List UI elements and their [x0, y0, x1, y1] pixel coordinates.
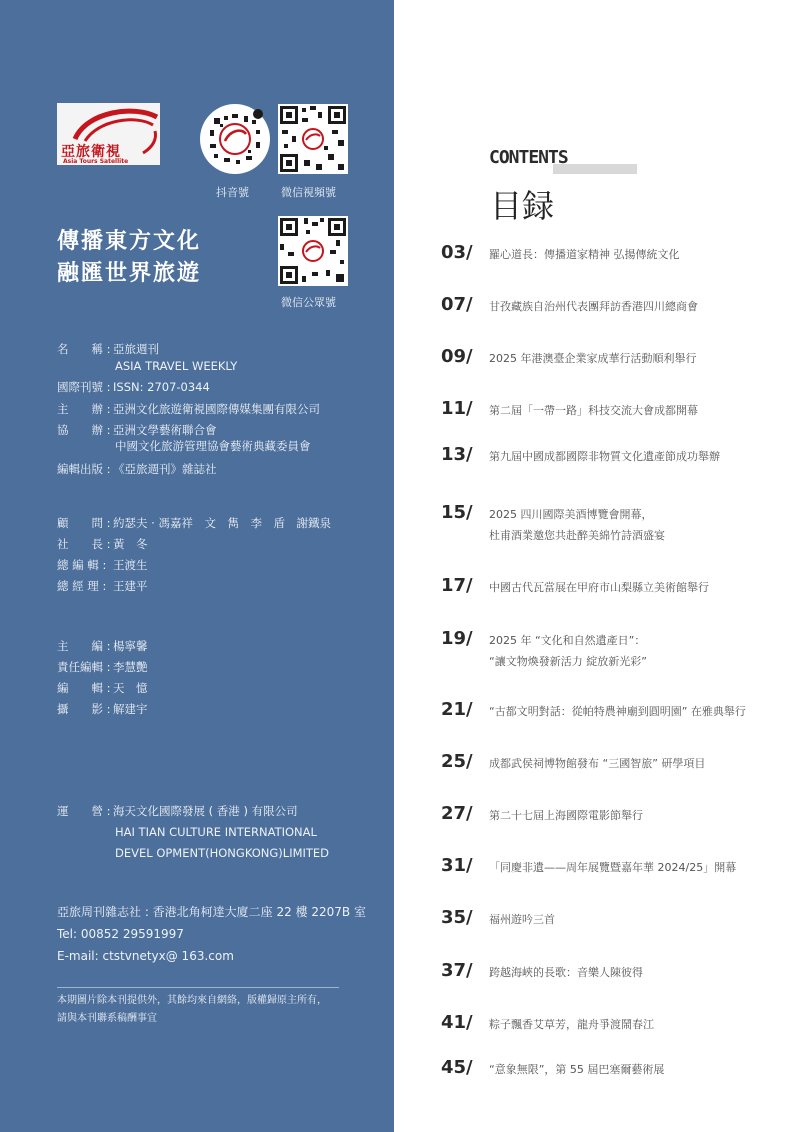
- divider-line: [57, 987, 339, 988]
- contact-email: E-mail: ctstvnetyx@ 163.com: [57, 949, 234, 963]
- brand-logo: [57, 103, 160, 165]
- toc-title: “意象無限”，第 55 屆巴塞爾藝術展: [489, 1063, 665, 1076]
- wechat-official-qr-code: [278, 216, 348, 286]
- logo-text-en: Asia Tours Satellite: [63, 158, 129, 165]
- logo-text-cn: 亞旅衛視: [61, 144, 121, 160]
- masthead-info: [57, 339, 320, 479]
- toc-title: 中國古代瓦當展在甲府市山梨縣立美術館舉行: [489, 581, 709, 594]
- toc-page-number: 19/: [441, 628, 473, 649]
- contents-title-en: CONTENTS: [489, 147, 568, 168]
- toc-title: “古都文明對話：從帕特農神廟到圓明園” 在雅典舉行: [489, 705, 746, 718]
- info-row-publisher: 編輯出版 : 《亞旅週刊》雜誌社: [57, 462, 217, 476]
- operator-en-line-2: DEVEL OPMENT(HONGKONG)LIMITED: [115, 846, 330, 860]
- toc-page-number: 13/: [441, 444, 473, 465]
- toc-page-number: 25/: [441, 751, 473, 772]
- slogan-line-2: 融匯世界旅遊: [57, 260, 202, 286]
- editor-row: 攝 影 : 解建宇: [57, 702, 148, 716]
- editor-row: 主 編 : 楊寧馨: [57, 639, 148, 653]
- operator-en-line-1: HAI TIAN CULTURE INTERNATIONAL: [115, 825, 317, 839]
- toc-title: 粽子飄香艾草芳，龍舟爭渡鬧春江: [489, 1018, 654, 1031]
- contact-phone: Tel: 00852 29591997: [57, 927, 184, 941]
- slogan-line-1: 傳播東方文化: [57, 228, 202, 254]
- editors-list: [57, 636, 148, 720]
- toc-page-number: 07/: [441, 294, 473, 315]
- masthead-panel: [0, 0, 394, 1132]
- toc-page-number: 31/: [441, 855, 473, 876]
- toc-title: 第九屆中國成都國際非物質文化遺產節成功舉辦: [489, 450, 720, 463]
- wechat-channels-caption: 微信視頻號: [281, 186, 336, 199]
- staff-row: 顧 問 : 約瑟夫 · 馮嘉祥 文 雋 李 盾 謝鐵泉: [57, 516, 331, 530]
- toc-title: 「同慶非遺——周年展覽暨嘉年華 2024/25」開幕: [489, 861, 737, 874]
- staff-list: [57, 513, 331, 597]
- toc-page-number: 15/: [441, 502, 473, 523]
- info-row-name: 名 稱 : 亞旅週刊: [57, 342, 159, 356]
- toc-page-number: 03/: [441, 242, 473, 263]
- toc-title: 第二屆「一帶一路」科技交流大會成都開幕: [489, 404, 698, 417]
- toc-page-number: 11/: [441, 398, 473, 419]
- note-line-2: 請與本刊聯系稿酬事宜: [57, 1013, 157, 1024]
- toc-page-number: 41/: [441, 1012, 473, 1033]
- contents-title-cn: 目録: [490, 187, 555, 225]
- wechat-official-caption: 微信公眾號: [281, 296, 336, 309]
- note-line-1: 本期圖片除本刊提供外，其餘均來自網絡，版權歸原主所有，: [57, 995, 327, 1006]
- info-row-cohost-2: 中國文化旅游管理協會藝術典藏委員會: [115, 439, 311, 453]
- wechat-channels-qr-code: [278, 104, 348, 174]
- staff-row: 總 經 理 : 王建平: [57, 579, 148, 593]
- toc-title: 甘孜藏族自治州代表團拜訪香港四川總商會: [489, 300, 698, 313]
- copyright-note: [57, 992, 327, 1028]
- toc-title: 福州遊吟三首: [489, 913, 555, 926]
- toc-page-number: 35/: [441, 907, 473, 928]
- editor-row: 編 輯 : 天 憶: [57, 681, 148, 695]
- toc-title: 第二十七屆上海國際電影節舉行: [489, 809, 643, 822]
- toc-title: 羅心道長：傳播道家精神 弘揚傳統文化: [489, 248, 680, 261]
- info-row-host: 主 辦 : 亞洲文化旅遊衛視國際傳媒集團有限公司: [57, 402, 320, 416]
- toc-title: 2025 年港澳臺企業家成華行活動順利舉行: [489, 352, 697, 365]
- toc-title: 2025 年 “文化和自然遺產日”： “讓文物煥發新活力 綻放新光彩”: [489, 634, 647, 668]
- toc-page-number: 17/: [441, 575, 473, 596]
- toc-page-number: 09/: [441, 346, 473, 367]
- toc-title: 2025 四川國際美酒博覽會開幕， 杜甫酒業邀您共赴醉美綿竹詩酒盛宴: [489, 508, 665, 542]
- info-row-name-en: ASIA TRAVEL WEEKLY: [115, 359, 238, 373]
- douyin-qr-code: [200, 104, 270, 174]
- operator-row: 運 營 : 海天文化國際發展 ( 香港 ) 有限公司: [57, 804, 298, 818]
- toc-page-number: 45/: [441, 1057, 473, 1078]
- info-row-issn: 國際刊號 : ISSN: 2707-0344: [57, 380, 210, 394]
- toc-page-number: 21/: [441, 699, 473, 720]
- operator-info: [57, 801, 329, 864]
- contact-address: 亞旅周刊雜志社 : 香港北角柯達大廈二座 22 樓 2207B 室: [57, 905, 366, 919]
- contact-info: [57, 901, 366, 967]
- toc-page-number: 27/: [441, 803, 473, 824]
- info-row-cohost: 協 辦 : 亞洲文學藝術聯合會: [57, 423, 217, 437]
- staff-row: 總 編 輯 : 王渡生: [57, 558, 148, 572]
- toc-title: 跨越海峽的長歌：音樂人陳彼得: [489, 966, 643, 979]
- editor-row: 責任編輯 : 李慧艷: [57, 660, 148, 674]
- staff-row: 社 長 : 黃 冬: [57, 537, 148, 551]
- toc-title: 成都武侯祠博物館發布 “三國智旅” 研學項目: [489, 757, 706, 770]
- toc-page-number: 37/: [441, 960, 473, 981]
- douyin-caption: 抖音號: [216, 186, 249, 199]
